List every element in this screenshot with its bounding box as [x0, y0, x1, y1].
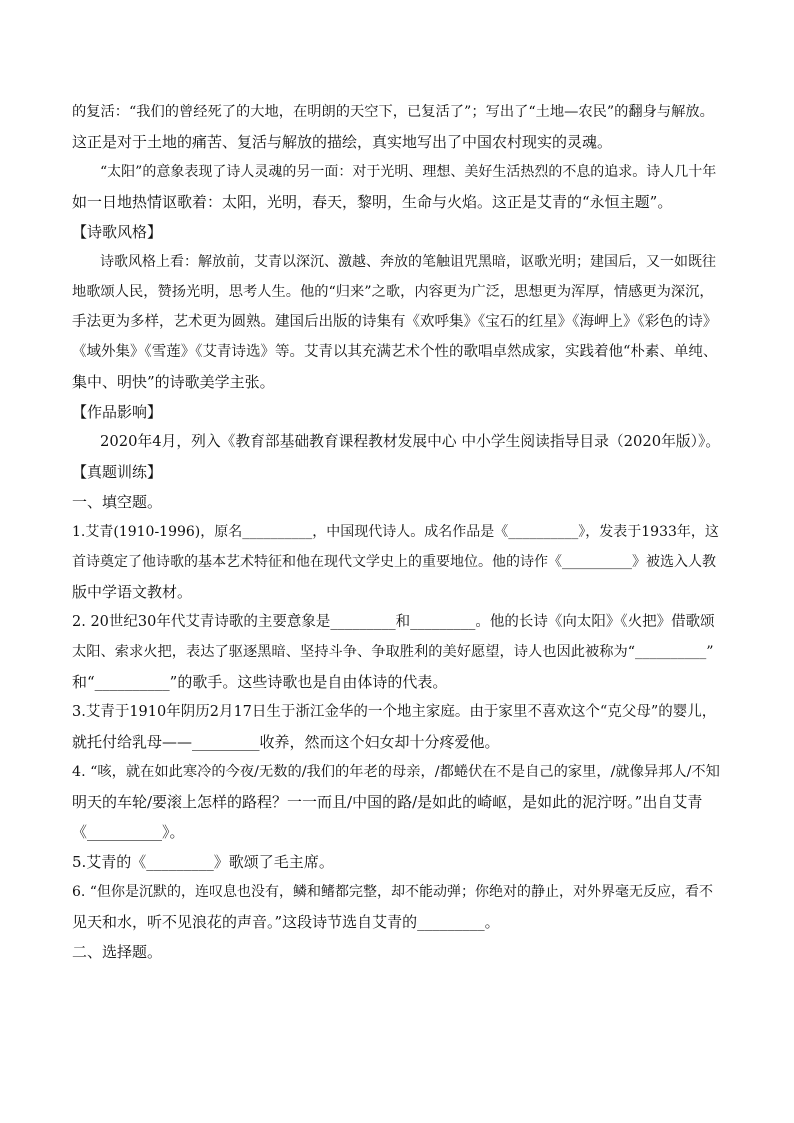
question-line: 太阳、索求火把，表达了驱逐黑暗、坚持斗争、争取胜利的美好愿望，诗人也因此被称为“__________” [72, 644, 714, 660]
question-line: 3.艾青于1910年阴历2月17日生于浙江金华的一个地主家庭。由于家里不喜欢这个“克父母”的婴儿， [72, 704, 717, 720]
question-section-title: 一、填空题。 [72, 493, 163, 511]
question-line: 明天的车轮/要滚上怎样的路程？一一而且/中国的路/是如此的崎岖，是如此的泥泞呀。”出自艾青 [72, 793, 703, 811]
paragraph-line: 的复活：“我们的曾经死了的大地，在明朗的天空下，已复活了”；写出了“土地—农民”的翻身与解放。 [72, 104, 714, 120]
question-line: 首诗奠定了他诗歌的基本艺术特征和他在现代文学史上的重要地位。他的诗作《__________》被选入人教 [72, 554, 716, 570]
paragraph-line: “太阳”的意象表现了诗人灵魂的另一面：对于光明、理想、美好生活热烈的不息的追求。诗人几十年 [100, 164, 717, 180]
paragraph-line: 手法更为多样，艺术更为圆熟。建国后出版的诗集有《欢呼集》《宝石的红星》《海岬上》《彩色的诗》 [72, 314, 718, 330]
question-line: 4. “咳，就在如此寒冷的今夜/无数的/我们的年老的母亲，/都蜷伏在不是自己的家里，/就像异邦人/不知 [72, 764, 720, 780]
question-line: 就托付给乳母——_________收养，然而这个妇女却十分疼爱他。 [72, 733, 500, 751]
question-line: 5.艾青的《_________》歌颂了毛主席。 [72, 853, 334, 871]
section-heading: 【真题训练】 [72, 463, 163, 481]
paragraph-line: 2020年4月，列入《教育部基础教育课程教材发展中心 中小学生阅读指导目录（2020年版）》。 [100, 433, 721, 450]
question-section-title: 二、选择题。 [72, 943, 163, 961]
paragraph-line: 如一日地热情讴歌着：太阳，光明，春天，黎明，生命与火焰。这正是艾青的“永恒主题”。 [72, 193, 673, 211]
paragraph-line: 地歌颂人民，赞扬光明，思考人生。他的“归来”之歌，内容更为广泛，思想更为浑厚，情感更为深沉， [72, 284, 714, 300]
paragraph-line: 集中、明快”的诗歌美学主张。 [72, 373, 275, 391]
paragraph-line: 这正是对于土地的痛苦、复活与解放的描绘，真实地写出了中国农村现实的灵魂。 [72, 133, 613, 151]
question-line: 版中学语文教材。 [72, 583, 193, 601]
question-line: 1.艾青(1910-1996)，原名__________，中国现代诗人。成名作品是《__________》，发表于1933年，这 [72, 524, 719, 540]
section-heading: 【诗歌风格】 [72, 223, 163, 241]
section-heading: 【作品影响】 [72, 403, 163, 421]
question-line: 《__________》。 [72, 823, 185, 841]
paragraph-line: 诗歌风格上看：解放前，艾青以深沉、激越、奔放的笔触诅咒黑暗，讴歌光明；建国后，又一如既往 [100, 254, 716, 270]
paragraph-line: 《域外集》《雪莲》《艾青诗选》等。艾青以其充满艺术个性的歌唱卓然成家，实践着他“朴素、单纯、 [72, 344, 718, 360]
question-line: 2. 20世纪30年代艾青诗歌的主要意象是_________和_________。他的长诗《向太阳》《火把》借歌颂 [72, 614, 715, 630]
question-line: 和“__________”的歌手。这些诗歌也是自由体诗的代表。 [72, 673, 448, 691]
question-line: 见天和水，听不见浪花的声音。”这段诗节选自艾青的_________。 [72, 913, 500, 931]
question-line: 6. “但你是沉默的，连叹息也没有，鳞和鳍都完整，却不能动弹；你绝对的静止，对外界毫无反应，看不 [72, 884, 713, 900]
